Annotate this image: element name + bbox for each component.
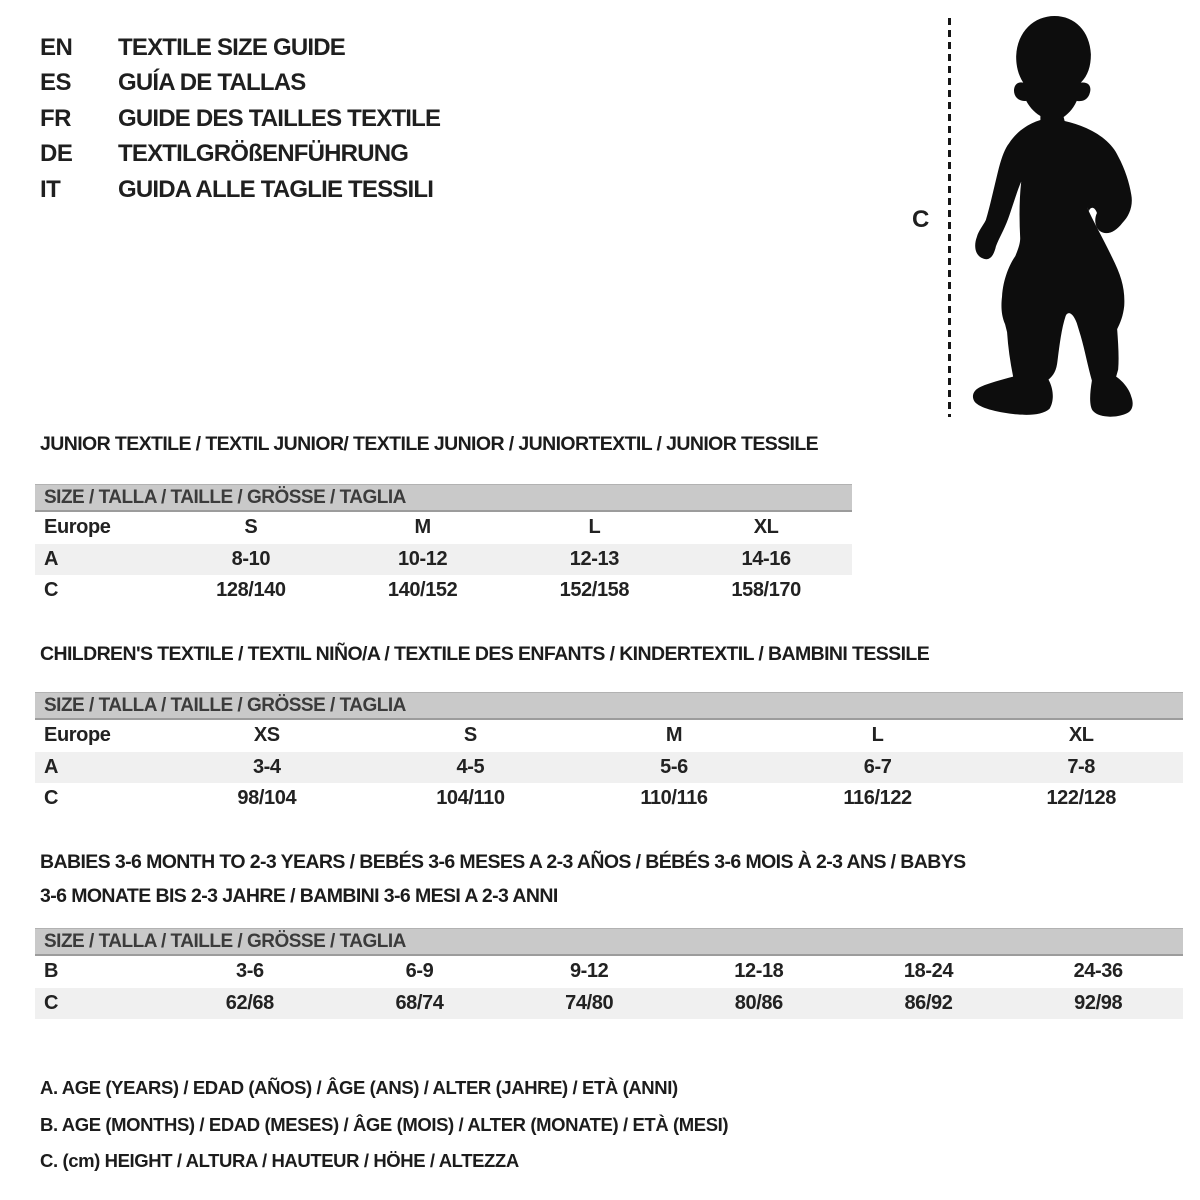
table-cell: 24-36 <box>1073 960 1123 983</box>
table-cell: 158/170 <box>731 579 801 602</box>
table-cell: 7-8 <box>1067 755 1096 778</box>
table-cell: 6-9 <box>405 960 434 983</box>
row-label: C <box>44 991 59 1014</box>
table-cell: 140/152 <box>387 579 458 602</box>
language-code: ES <box>40 69 72 97</box>
table-cell: 116/122 <box>843 787 912 810</box>
guide-title-de: TEXTILGRÖßENFÜHRUNG <box>118 140 409 168</box>
language-code: FR <box>40 104 71 132</box>
table-cell: S <box>463 724 477 747</box>
row-label: A <box>44 755 59 778</box>
row-label: C <box>44 787 59 810</box>
guide-title-it: GUIDA ALLE TAGLIE TESSILI <box>118 175 434 203</box>
table-cell: 6-7 <box>863 755 892 778</box>
table-row <box>35 575 852 607</box>
section-heading-children: CHILDREN'S TEXTILE / TEXTIL NIÑO/A / TEXTILE DES ENFANTS / KINDERTEXTIL / BAMBINI TESSILE <box>40 643 930 665</box>
table-cell: 110/116 <box>640 787 708 810</box>
table-cell: XS <box>253 724 280 747</box>
language-row-fr <box>40 101 440 137</box>
table-row <box>35 752 1183 784</box>
table-cell: S <box>244 516 258 539</box>
table-cell: XL <box>753 516 779 539</box>
table-cell: 152/158 <box>559 579 630 602</box>
section-heading-junior: JUNIOR TEXTILE / TEXTIL JUNIOR/ TEXTILE JUNIOR / JUNIORTEXTIL / JUNIOR TESSILE <box>40 433 819 455</box>
table-cell: 80/86 <box>734 991 783 1014</box>
table-cell: 12-18 <box>734 960 784 983</box>
language-row-it <box>40 172 440 208</box>
table-cell: 12-13 <box>569 547 619 570</box>
height-measure-dashed-line <box>948 18 951 417</box>
legend-line-c: C. (cm) HEIGHT / ALTURA / HAUTEUR / HÖHE / ALTEZZA <box>40 1150 519 1172</box>
section-heading-babies: BABIES 3-6 MONTH TO 2-3 YEARS / BEBÉS 3-6 MESES A 2-3 AÑOS / BÉBÉS 3-6 MOIS À 2-3 ANS / BABYS 3-6 MONATE BIS 2-3 JAHRE / BAMBINI 3-6 MESI A 2-3 ANNI <box>40 851 966 907</box>
language-code: IT <box>40 175 61 203</box>
language-code: EN <box>40 33 73 61</box>
table-cell: 86/92 <box>904 991 953 1014</box>
size-header-bar: SIZE / TALLA / TAILLE / GRÖSSE / TAGLIA <box>35 928 1183 956</box>
table-row <box>35 783 1183 815</box>
row-label: B <box>44 960 59 983</box>
row-label: Europe <box>44 724 111 747</box>
table-cell: M <box>665 724 683 747</box>
table-body <box>35 956 1183 1019</box>
table-cell: 122/128 <box>1046 787 1116 810</box>
height-measure-label: C <box>912 206 930 233</box>
children-size-table <box>35 692 1183 815</box>
table-cell: L <box>871 724 884 747</box>
row-label: C <box>44 579 59 602</box>
table-cell: 62/68 <box>225 991 274 1014</box>
table-row <box>35 988 1183 1020</box>
toddler-silhouette-icon <box>966 14 1136 418</box>
measurement-legend <box>40 1070 728 1180</box>
language-row-en <box>40 30 440 66</box>
language-row-de <box>40 137 440 173</box>
legend-line-b: B. AGE (MONTHS) / EDAD (MESES) / ÂGE (MOIS) / ALTER (MONATE) / ETÀ (MESI) <box>40 1113 729 1135</box>
table-cell: 3-4 <box>252 755 281 778</box>
table-body <box>35 720 1183 815</box>
table-cell: 98/104 <box>237 787 297 810</box>
table-body <box>35 512 852 607</box>
table-row <box>35 512 852 544</box>
table-cell: 14-16 <box>741 547 791 570</box>
table-cell: 9-12 <box>569 960 609 983</box>
table-cell: 128/140 <box>216 579 286 602</box>
table-cell: 18-24 <box>903 960 954 983</box>
table-row <box>35 720 1183 752</box>
language-row-es <box>40 66 440 102</box>
row-label: A <box>44 547 59 570</box>
junior-size-table <box>35 484 852 607</box>
guide-title-en: TEXTILE SIZE GUIDE <box>118 33 345 61</box>
table-row <box>35 956 1183 988</box>
language-title-list <box>40 30 440 208</box>
table-cell: 68/74 <box>395 991 444 1014</box>
legend-line-a: A. AGE (YEARS) / EDAD (AÑOS) / ÂGE (ANS) / ALTER (JAHRE) / ETÀ (ANNI) <box>40 1077 678 1099</box>
guide-title-es: GUÍA DE TALLAS <box>118 69 306 97</box>
table-cell: 74/80 <box>565 991 614 1014</box>
size-header-bar: SIZE / TALLA / TAILLE / GRÖSSE / TAGLIA <box>35 692 1183 720</box>
table-cell: XL <box>1068 724 1094 747</box>
babies-size-table <box>35 928 1183 1019</box>
guide-title-fr: GUIDE DES TAILLES TEXTILE <box>118 104 441 132</box>
table-cell: 5-6 <box>660 755 688 778</box>
table-cell: 10-12 <box>398 547 448 570</box>
table-cell: 8-10 <box>231 547 271 570</box>
table-cell: 104/110 <box>436 787 505 810</box>
row-label: Europe <box>44 516 111 539</box>
language-code: DE <box>40 140 73 168</box>
table-row <box>35 544 852 576</box>
size-header-bar: SIZE / TALLA / TAILLE / GRÖSSE / TAGLIA <box>35 484 852 512</box>
table-cell: 4-5 <box>456 755 485 778</box>
table-cell: M <box>414 516 431 539</box>
table-cell: 92/98 <box>1074 991 1123 1014</box>
table-cell: L <box>588 516 601 539</box>
table-cell: 3-6 <box>235 960 264 983</box>
